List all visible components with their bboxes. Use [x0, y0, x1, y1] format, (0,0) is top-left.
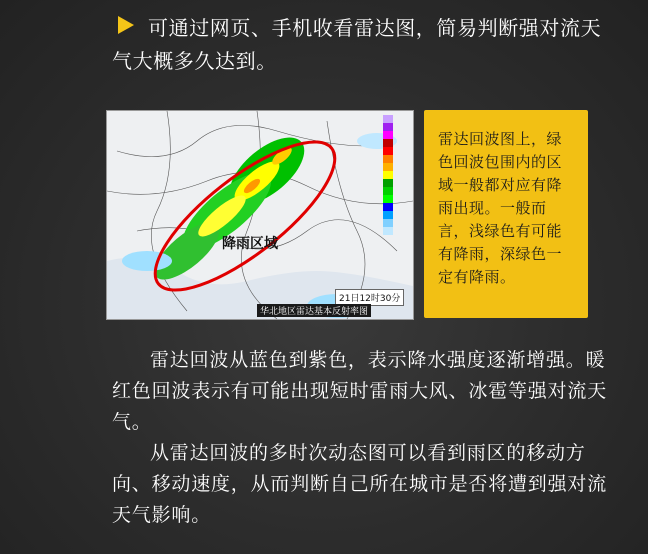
legend-swatch: [383, 219, 393, 227]
legend-swatch: [383, 171, 393, 179]
body-paragraph-2: 从雷达回波的多时次动态图可以看到雨区的移动方向、移动速度，从而判断自己所在城市是否将遭到强对流天气影响。: [112, 442, 608, 526]
legend-swatch: [383, 123, 393, 131]
legend-swatch: [383, 163, 393, 171]
legend-swatch: [383, 195, 393, 203]
legend-swatch: [383, 179, 393, 187]
legend-swatch: [383, 139, 393, 147]
rain-area-label: 降雨区域: [222, 236, 278, 252]
intro-text: [112, 12, 602, 78]
radar-legend: [383, 115, 393, 235]
note-text: 雷达回波图上，绿色回波包围内的区域一般都对应有降雨出现。一般而言，浅绿色有可能有降雨，深绿色一定有降雨。: [438, 130, 563, 286]
legend-swatch: [383, 227, 393, 235]
legend-swatch: [383, 147, 393, 155]
radar-time-label: 21日12时30分: [335, 289, 404, 306]
legend-swatch: [383, 187, 393, 195]
legend-swatch: [383, 115, 393, 123]
intro-text-content: 可通过网页、手机收看雷达图，简易判断强对流天气大概多久达到。: [112, 16, 602, 73]
note-box: [424, 110, 588, 318]
body-paragraph-1: 雷达回波从蓝色到紫色，表示降水强度逐渐增强。暖红色回波表示有可能出现短时雷雨大风、冰雹等强对流天气。: [112, 349, 608, 433]
legend-swatch: [383, 211, 393, 219]
legend-swatch: [383, 131, 393, 139]
body-text: [112, 345, 607, 531]
legend-swatch: [383, 203, 393, 211]
radar-image: [106, 110, 414, 320]
radar-caption: 华北地区雷达基本反射率图: [257, 304, 371, 317]
legend-swatch: [383, 155, 393, 163]
radar-map: [107, 111, 413, 319]
